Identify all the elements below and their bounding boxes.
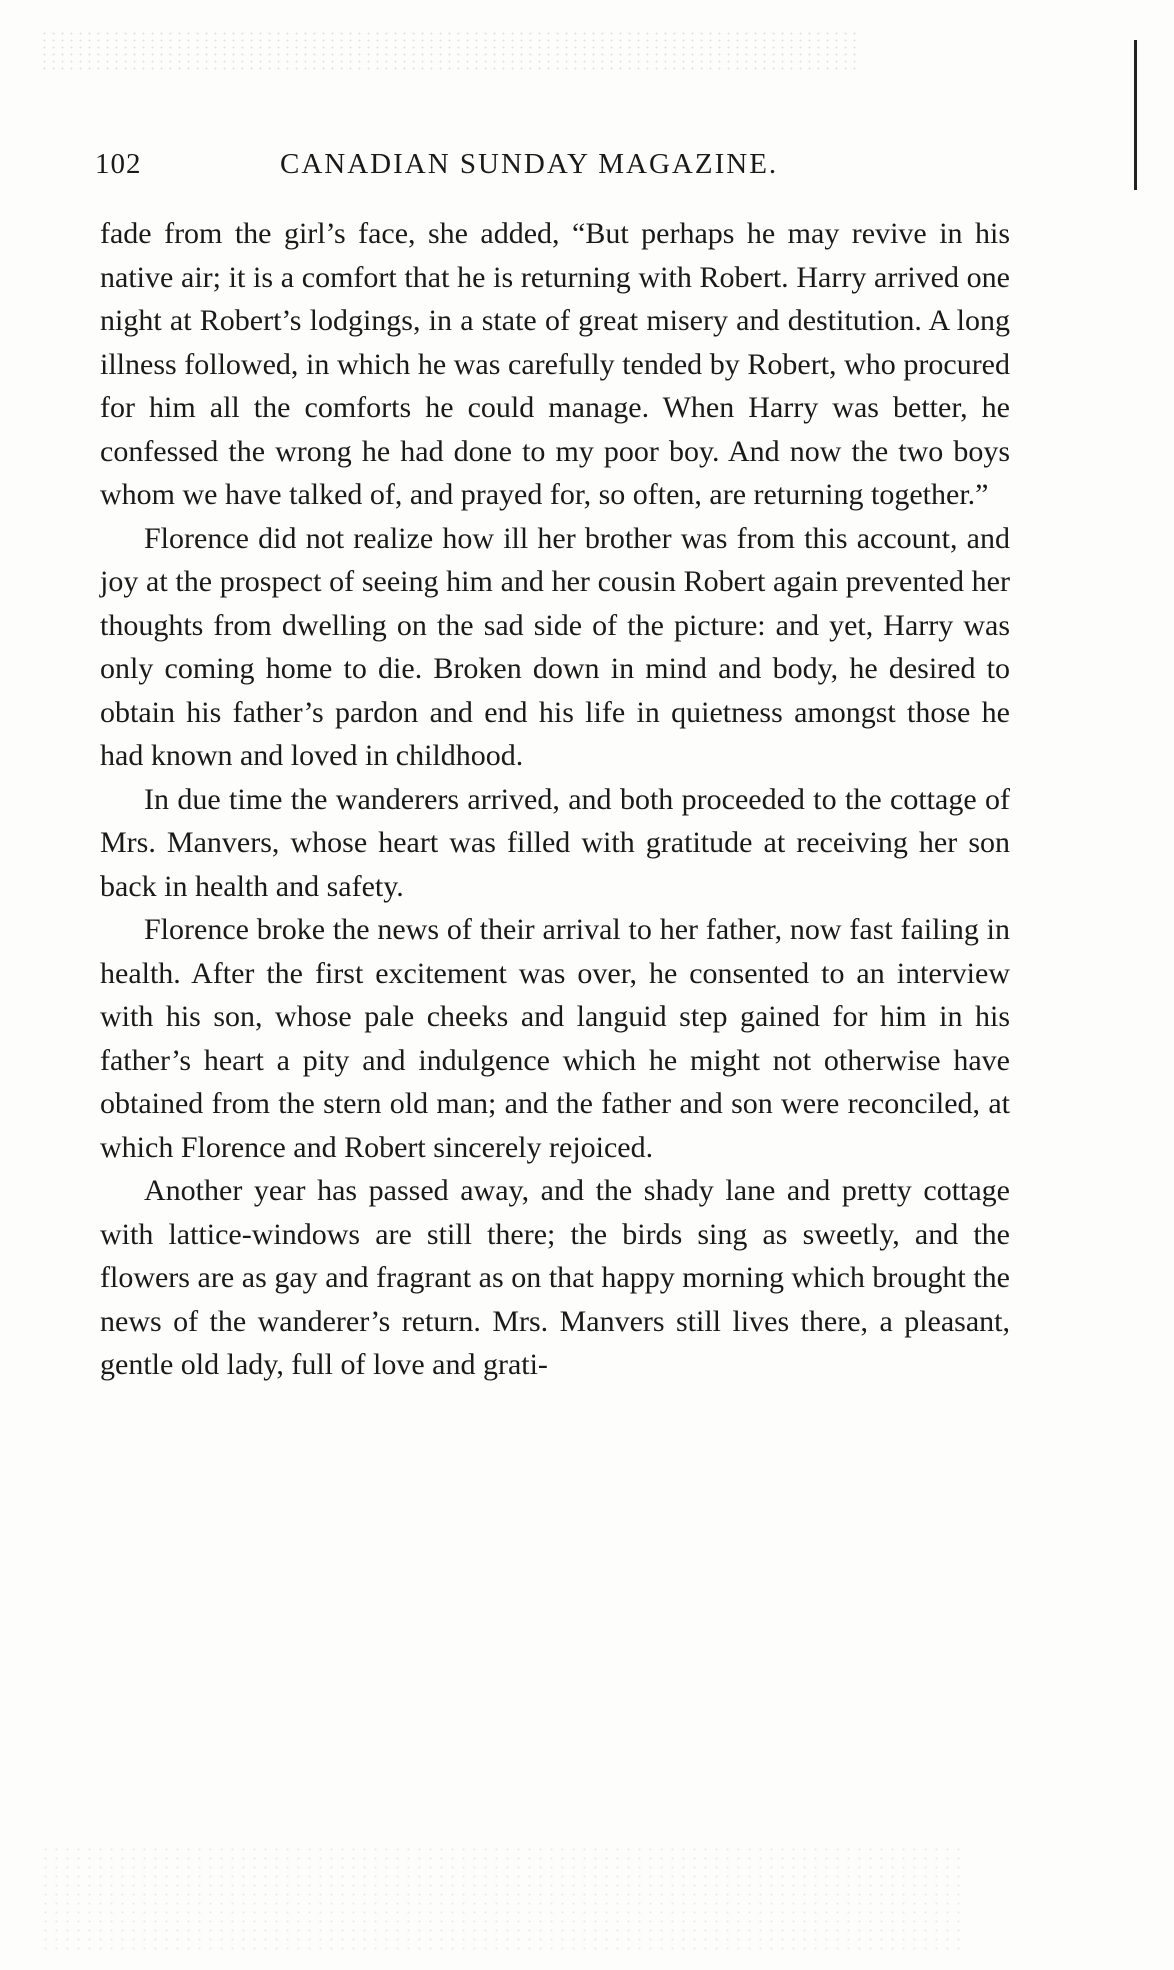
scan-noise-bottom [40, 1845, 960, 1955]
running-header [95, 148, 1015, 188]
paragraph-5: Another year has passed away, and the shady lane and pretty cottage with lattice-windows are still there; the birds sing as sweetly, and the flowers are as gay and fragrant as on that happy morning which brought the news of the wanderer’s return. Mrs. Manvers still lives there, a pleasant, gentle old lady, full of love and grati- [100, 1174, 1010, 1381]
body-text [100, 212, 1010, 1387]
paragraph-2: Florence did not realize how ill her brother was from this account, and joy at the prospect of seeing him and her cousin Robert again prevented her thoughts from dwelling on the sad side of the picture: and yet, Harry was only coming home to die. Broken down in mind and body, he desired to obtain his father’s pardon and end his life in quietness amongst those he had known and loved in childhood. [100, 521, 1010, 772]
scan-noise-top [40, 30, 860, 70]
paragraph-4: Florence broke the news of their arrival to her father, now fast failing in health. After the first excitement was over, he consented to an interview with his son, whose pale cheeks and languid step gained for him in his father’s heart a pity and indulgence which he might not otherwise have obtained from the stern old man; and the father and son were reconciled, at which Florence and Robert sincerely rejoiced. [100, 913, 1010, 1164]
paragraph-1: fade from the girl’s face, she added, “But perhaps he may revive in his native air; it is a comfort that he is returning with Robert. Harry arrived one night at Robert’s lodgings, in a state of great misery and destitution. A long illness followed, in which he was carefully tended by Robert, who procured for him all the comforts he could manage. When Harry was better, he confessed the wrong he had done to my poor boy. And now the two boys whom we have talked of, and prayed for, so often, are returning together.” [100, 217, 1010, 511]
page-number: 102 [95, 148, 142, 180]
paragraph-3: In due time the wanderers arrived, and both proceeded to the cottage of Mrs. Manvers, whose heart was filled with gratitude at receiving her son back in health and safety. [100, 782, 1010, 903]
page-edge-mark [1134, 40, 1137, 190]
running-title: CANADIAN SUNDAY MAGAZINE. [280, 148, 779, 180]
